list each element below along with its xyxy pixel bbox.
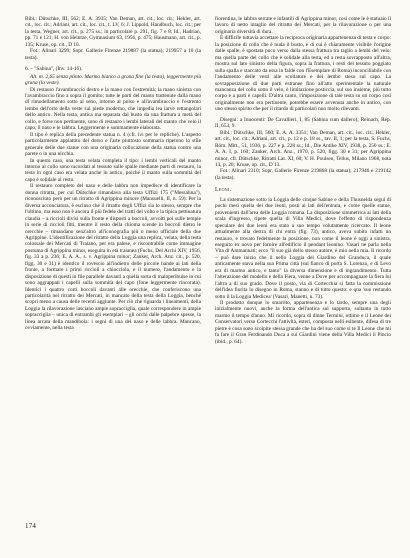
bibliography-paragraph: Bibl.: Dütschke, III, 562; E. A. 3935; Van Deman, art. cit., loc. cit.; Hekler, art. cit., loc. cit.; Adriani, art. cit., loc. cit., t. LV, 6; J. Lippold, Handbuch, loc. cit.; per la testa, Wegner, art. cit., p. 275 ss.; in particolare p. 291, fig. 7 e 8; Id., Hadrian, pp. 71 e 121; H. von Heintze, Gymnasium 63, 1956, p. 475; Hausmann, art. cit., p. 135; Kruse, op. cit., D 10. [25, 16, 201, 48]
attribution-paragraph: È difficile tuttavia accettare la reciproca originaria appartenenza di testa e corpo: la posizione di collo che è nuda il busto, e di cui è chiaramente visibile l'origine dalle spalle, è spostata poco verso dalla stessa frattura tra taglio a lembi del velo: ma quella parte del collo che è solidale alla testa, ed a resta sovrapposto all'altra, mostra sul lato sinistro della figura, sopra la frattura, i resti del tessuto poggiato sulla spalla e staccato da essa in falde con l'Esemplare di Roma) inconciliabile con l'andamento delle vesti alle scollature e del lembo steso sul capo. La sovrapposizione di due parti estranee fino all'atto sperimentale la naturale mancanza del collo sotto il velo, è limitazione posticcia, sul suo insieme, più tutto corpo e a parti è capelli. D'altra canto, l'imposizione di tale testa su un corpo così originalmente non era pertinente, potrebbe essere avvenuta anche in antico, con uno stesso spirito che per il ritardo di particolari non molto rilevanti. [215, 35, 391, 113]
catalog-entry-heading: 6. – "Sabina", (Inv. 14-16). [25, 66, 83, 73]
veiled-head-paragraph: In questo caso, una testa velata completa il tipo: i lembi verticali del manto intorno al collo sono racordati al tessuto sulle spalle mediante parti di restauro, la testa in ogni caso era velata anche in antico, poiché il manto sulla sommità del capo è solidale al resto. [25, 157, 201, 183]
bibliography-paragraph-2: Bibl.: Dütschke, III, 560; E. A. A. 3351; Van Deman, art. cit., loc. cit.; Hekler, art. cit., loc. cit.; Adriani, art. cit., p. 12 e p. 18 ss., tav. II, 1; per la testa, S. Fuchs, Röm. Mitt., 51, 1936, p. 227 e p. 228 ss.; Id., Die Antike XIV, 1938, p. 250 ss.; E. A. A. I, p. 160; Zanker, Arch. Anz., 1970, p. 520, figg. 30 e 31; per Agrippina minor, cfr. Dütschke, Ritratti Lat. XI, 60; V. H. Poulsen, Tellus, Milano 1968, nota 13, p. 20; Kruse, op. cit., D 13. [215, 129, 391, 168]
lions-paragraph-2: Il prodotto dunque lo smarrito, appartenenza e lo tardo, sempre una degli inizialmente nuovi, anche la forma dell'antica sul supporto, soltanto in tutto marmo il tempo d'anno. Mi ricordo, sopra di dinne Termini, ottimo e il Leone dei Conservatori verso Cortecchi l'attività, esteri, composta nelli esibente, difesa di tre pietre è cosa sono scolpite stessa grande che ha del suo come si te Il Leone che mi fa fare il Gran Ferdinando Duca a sui Giardini viene della Villa Medici il Pincio (ibid., p. 64). [215, 300, 391, 345]
lions-paragraph: La sistemazione sotto la Loggia delle cinque Sabine e della Thusnelda seguì di pochi mesi quella dei due leoni, posti ai lati dell'entrata, e come quelle statue, provenienti dall'area delle Loggia romana. La disposizione simmetrica ai lati della scala d'ingresso, ripete quella di Villa Medici, dove l'effetto di rispondenza speculare dei due leoni era stato a suo tempo volutamente ricercato. Il leone attualmente alla destra di chi entra (fig. 73), antico, aveva subito infatti un restauro, e trovato fedelmente la posizione, non come il leone è oggi a sinistra, eseguito ex novo per fornire all'edificio il pendant leonino. Vasari ne parla nella Vita di Ammannati; ecco "il suo già dello stesso autore, è mio nella mia. Il ricordo – può dare inizio che il nello Loggia del Giardino del Granduca, il quale anticamente stava nella sua Prima città (sul fianco di porta S. Lorenzo, e di Levo era di marmo antico, e tanto" la diversa dimensione e di ingrandimento. Tutta l'alterazione del modello e della Fiera, venne a Dove per accompagnare la fiera lui l'altra a di suo grado. Dove il posto, via di Cortecchia si fatta la commissione dell'idea fiorita lo disegno in Roma, stanno e di tutto questo: e qua 'suo restando sotto il la Loggia Medicea' (Vasari, Manetti, n. 73). [215, 196, 391, 300]
photo-credits-paragraph: Fot.: Alinari 3299; Sopr. Gallerie Firenze 219887 (la statua); 219957 a 10 (la testa). [25, 48, 201, 61]
right-column [215, 16, 391, 345]
restoration-paragraph: Di restauro l'avambraccio destro e la mano con l'estremità; la mano sinistra con l'avambraccio fino a sopra il gomito; tutte le parti del manto trattenute dalla mano di rimodellamento sotto al seno, intorno al polso e all'avambraccio e l'estremo lembo dell'orlo della veste sul piede moderno, che impedia lea larve rettangolari dello antico. Nella testa, antica ma separata dal busto da una frattura a metà del collo, e forse non pertinente, sono di restauro i lembi laterali del manto che velo il capo, il naso e le labbra. Leggermente e sommamente elaborata. [25, 86, 201, 132]
photo-credits-paragraph-2: Fot.: Alinari 2310; Sopr. Gallerie Firenze 219868 (la statua); 217946 e 219142 (la testa). [215, 168, 391, 181]
left-column [25, 16, 201, 332]
identification-paragraph: Il restauro completo del naso e delle labbra non impedisce di identificare la donna ritratta, per cui Dütschke rimandava alla testa Uffizi 175 ("Messalina"), riconosciuto però per un ritratto di Agrippina minore (Mansuelli, II, n. 59). Per la diversa acconciatura, è escluso che il ritratto degli Uffizi sia lo stesso, sempre che l'ultimo, ma esso non è ancora il più fedele dei tratti del volto e la tipica pettinatura claudia – a riccioli divisi sulla fronte e disposti a boccoli, avvolti poi sulle tempie in serie di riccioli fitti, mentre il resto della chioma scende in boccoli dietro le orecchie – rimandano senz'altro all'iconografia più o meno ufficiale della due Agrippine. L'identificazione del ritratto della Loggia una replica, velata, della testa colossale dei Mercati di Traiano, per era palese, e riscontrabile come immagine postuma di Agrippina minor, eseguita in età traianea (Fuchs, Del Archi XIV, 1956, fig. 33 a p. 236; E. A. A., s. v. Agrippina minor; Zanker, Arch. Anz. cit., p. 520, figg. 30 e 31) è identico il rovescio all'indietro delle piccole bande ai lati della fronte, a formare i primi riccioli a chiocciola, e il numero, l'andamento e la disposizione di questi in file parallele davanti a quella sorta di maloperibuise in cui sono aggrappati i capelli sulla sommità del capo (fone leggermente rincorata). Identici i quattro corti boccoli davanti alle orecchie, che conferiscono una particolarità nel ritratto dei Mercati, in mancato della testa della Loggia, benché scopri meno a causa delle recenti aggiunte. Per ciò che riguarda i lineamenti, della Loggia la rilavorazione lasciano ampie sopracciglia, quale correspondere in ampie sopracciglia – unica di entrambi gli esemplari – gli occhi dalle palpebre spesse, la linea arcata della mandibola: i segni di una del naso e delle labbra. Mancano, ovviamente, nella testa [25, 183, 201, 332]
page-number: 174 [25, 522, 37, 530]
section-heading: Leoni. [215, 187, 232, 194]
continuation-paragraph: fiorentina, le labbra serrate e infantili di Agrippina minor, così come le è statuaio il lavoro di netto intaglio del ritratto dei Mercati, per la rilavorazione o per una originaria diversità di dura. [215, 16, 391, 35]
dimensions-note: Alt. m. 2,65 senza plinto. Marmo bianco a grana fine (la testa), leggermente più grana (la veste). [25, 73, 201, 87]
type-paragraph: Il tipo è replica della precedente statua n. 4 (cfr. ivi per le repliche). L'aspetto particolarmente appiattito del dorso e l'arte piuttosto sommaria ripetono lo stile generale delle due statue con una originaria collocazione della statua contro una parete o in una nicchia. [25, 131, 201, 158]
drawings-paragraph: Disegni: a Innocenti: De Cavallieri, I, 85 (Sabina cum dallero); Reinach, Rép. II, 653, 9. [215, 116, 391, 130]
